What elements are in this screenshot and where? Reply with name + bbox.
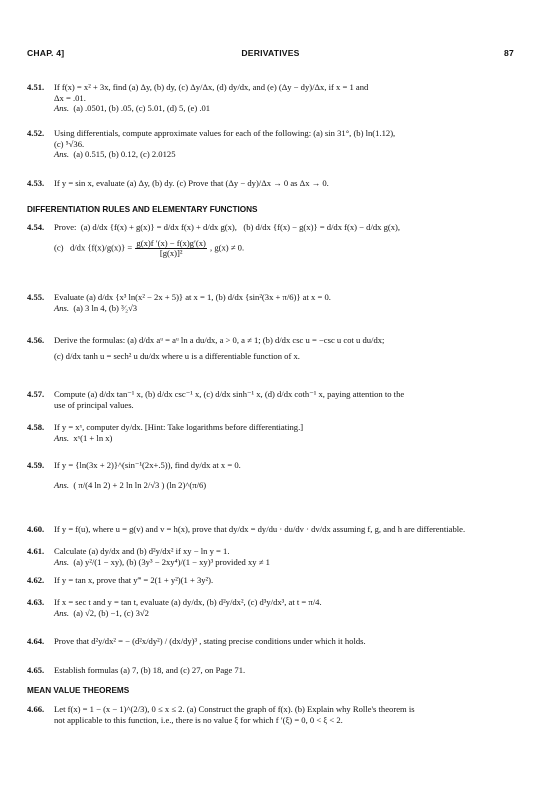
problem-number: 4.64.: [27, 636, 45, 646]
running-title: DERIVATIVES: [241, 48, 300, 58]
answer-text: xˣ(1 + ln x): [73, 432, 113, 443]
problem-text: use of principal values.: [54, 399, 134, 410]
page-number: 87: [504, 48, 514, 58]
answer-text: (a) 3 ln 4, (b) ³⁄₂√3: [73, 302, 138, 313]
answer-label: Ans.: [54, 607, 70, 618]
part-b: (b) d/dx {f(x) − g(x)} = d/dx f(x) − d/dx g(x),: [243, 222, 401, 232]
chapter-label: CHAP. 4]: [27, 48, 65, 58]
problem-number: 4.55.: [27, 292, 45, 302]
problem-number: 4.54.: [27, 222, 45, 232]
problem-text: Calculate (a) dy/dx and (b) d²y/dx² if xy − ln y = 1.: [54, 546, 230, 556]
problem-text: If f(x) = x² + 3x, find (a) Δy, (b) dy, (c) Δy/Δx, (d) dy/dx, and (e) (Δy − dy)/Δx, if x = 1 and: [54, 82, 369, 92]
problem-4-58: [27, 422, 514, 443]
problem-text: Using differentials, compute approximate values for each of the following: (a) sin 31°, (b) ln(1.12),: [54, 128, 396, 138]
problem-text: Establish formulas (a) 7, (b) 18, and (c) 27, on Page 71.: [54, 665, 246, 675]
quotient-fraction: [135, 239, 206, 258]
answer: [54, 480, 514, 491]
answer-text: (a) 0.515, (b) 0.12, (c) 2.0125: [73, 149, 176, 160]
problem-text: Derive the formulas: (a) d/dx aᵘ = aᵘ ln a du/dx, a > 0, a ≠ 1; (b) d/dx csc u = −csc u cot u du/dx;: [54, 335, 385, 345]
problem-4-55: [27, 292, 514, 313]
section-heading-mean-value: MEAN VALUE THEOREMS: [27, 686, 130, 695]
problem-text: Prove that d²y/dx² = − (d²x/dy²) / (dx/dy)³ , stating precise conditions under which it holds.: [54, 636, 366, 646]
part-c-label: (c): [54, 242, 64, 253]
problem-4-63: [27, 597, 514, 618]
problem-number: 4.53.: [27, 178, 45, 188]
page-header: [27, 48, 514, 62]
problem-4-59: [27, 460, 514, 490]
problem-4-51: [27, 82, 514, 114]
problem-number: 4.62.: [27, 575, 45, 585]
answer-text: (a) .0501, (b) .05, (c) 5.01, (d) 5, (e) .01: [73, 103, 211, 114]
problem-text: If y = tan x, prove that y‴ = 2(1 + y²)(1 + 3y²).: [54, 575, 214, 585]
problem-4-56: [27, 335, 514, 361]
problem-text: If x = sec t and y = tan t, evaluate (a) dy/dx, (b) d²y/dx², (c) d³y/dx³, at t = π/4.: [54, 597, 322, 607]
problem-text: not applicable to this function, i.e., there is no value ξ for which f ′(ξ) = 0, 0 < ξ < 2.: [54, 714, 343, 725]
answer-label: Ans.: [54, 432, 70, 443]
problem-number: 4.65.: [27, 665, 45, 675]
problem-text: (c) ⁵√36.: [54, 138, 85, 149]
answer-label: Ans.: [54, 556, 70, 567]
problem-4-62: [27, 575, 514, 586]
answer: [54, 433, 514, 444]
problem-number: 4.56.: [27, 335, 45, 345]
answer-label: Ans.: [54, 479, 70, 490]
section-heading-differentiation: DIFFERENTIATION RULES AND ELEMENTARY FUNCTIONS: [27, 205, 258, 214]
part-c-lhs: d/dx {f(x)/g(x)} =: [70, 242, 133, 253]
problem-4-57: [27, 389, 514, 410]
answer-label: Ans.: [54, 149, 70, 160]
problem-number: 4.51.: [27, 82, 45, 92]
problem-text: Δx = .01.: [54, 92, 86, 103]
answer-label: Ans.: [54, 302, 70, 313]
problem-text: If y = sin x, evaluate (a) Δy, (b) dy. (c) Prove that (Δy − dy)/Δx → 0 as Δx → 0.: [54, 178, 329, 188]
prove-lead: Prove:: [54, 222, 77, 232]
problem-4-61: [27, 546, 514, 567]
answer: [54, 608, 514, 619]
problem-4-66: [27, 704, 514, 725]
problem-number: 4.59.: [27, 460, 45, 470]
answer: [54, 303, 514, 314]
problem-text: If y = f(u), where u = g(v) and v = h(x), prove that dy/dx = dy/du · du/dv · dv/dx assuming f, g, and h are differentiable.: [54, 524, 466, 534]
answer: [54, 149, 514, 160]
answer-label: Ans.: [54, 103, 70, 114]
problem-number: 4.57.: [27, 389, 45, 399]
problem-text: [54, 222, 514, 233]
problem-4-60: [27, 524, 514, 535]
problem-text: If y = {ln(3x + 2)}^(sin⁻¹(2x+.5)), find dy/dx at x = 0.: [54, 460, 241, 470]
problem-number: 4.52.: [27, 128, 45, 138]
problem-text: Compute (a) d/dx tan⁻¹ x, (b) d/dx csc⁻¹ x, (c) d/dx sinh⁻¹ x, (d) d/dx coth⁻¹ x, paying attention to the: [54, 389, 405, 399]
problem-number: 4.66.: [27, 704, 45, 714]
problem-4-52: [27, 128, 514, 160]
fraction-denominator: [g(x)]²: [159, 247, 183, 258]
part-c-condition: , g(x) ≠ 0.: [210, 242, 245, 253]
answer-text: ( π/(4 ln 2) + 2 ln ln 2/√3 ) (ln 2)^(π/6): [73, 479, 207, 490]
problem-number: 4.63.: [27, 597, 45, 607]
problem-number: 4.60.: [27, 524, 45, 534]
problem-text: Let f(x) = 1 − (x − 1)^(2/3), 0 ≤ x ≤ 2. (a) Construct the graph of f(x). (b) Explain why Rolle's theorem is: [54, 704, 415, 714]
fraction-numerator: g(x)f ′(x) − f(x)g′(x): [136, 237, 206, 248]
answer: [54, 557, 514, 568]
problem-text: Evaluate (a) d/dx {x³ ln(x² − 2x + 5)} at x = 1, (b) d/dx {sin²(3x + π/6)} at x = 0.: [54, 292, 331, 302]
problem-number: 4.61.: [27, 546, 45, 556]
problem-text: If y = xˣ, computer dy/dx. [Hint: Take logarithms before differentiating.]: [54, 422, 304, 432]
answer-text: (a) y²/(1 − xy), (b) (3y³ − 2xy⁴)/(1 − xy)³ provided xy ≠ 1: [73, 556, 270, 567]
problem-number: 4.58.: [27, 422, 45, 432]
problem-text: (c) d/dx tanh u = sech² u du/dx where u is a differentiable function of x.: [54, 350, 300, 361]
problem-4-54: [27, 222, 514, 258]
answer-text: (a) √2, (b) −1, (c) 3√2: [73, 607, 149, 618]
problem-4-65: [27, 665, 514, 676]
part-a: (a) d/dx {f(x) + g(x)} = d/dx f(x) + d/dx g(x),: [80, 222, 237, 232]
problem-4-53: [27, 178, 514, 189]
problem-4-64: [27, 636, 514, 647]
answer: [54, 103, 514, 114]
problem-text: [54, 239, 514, 258]
